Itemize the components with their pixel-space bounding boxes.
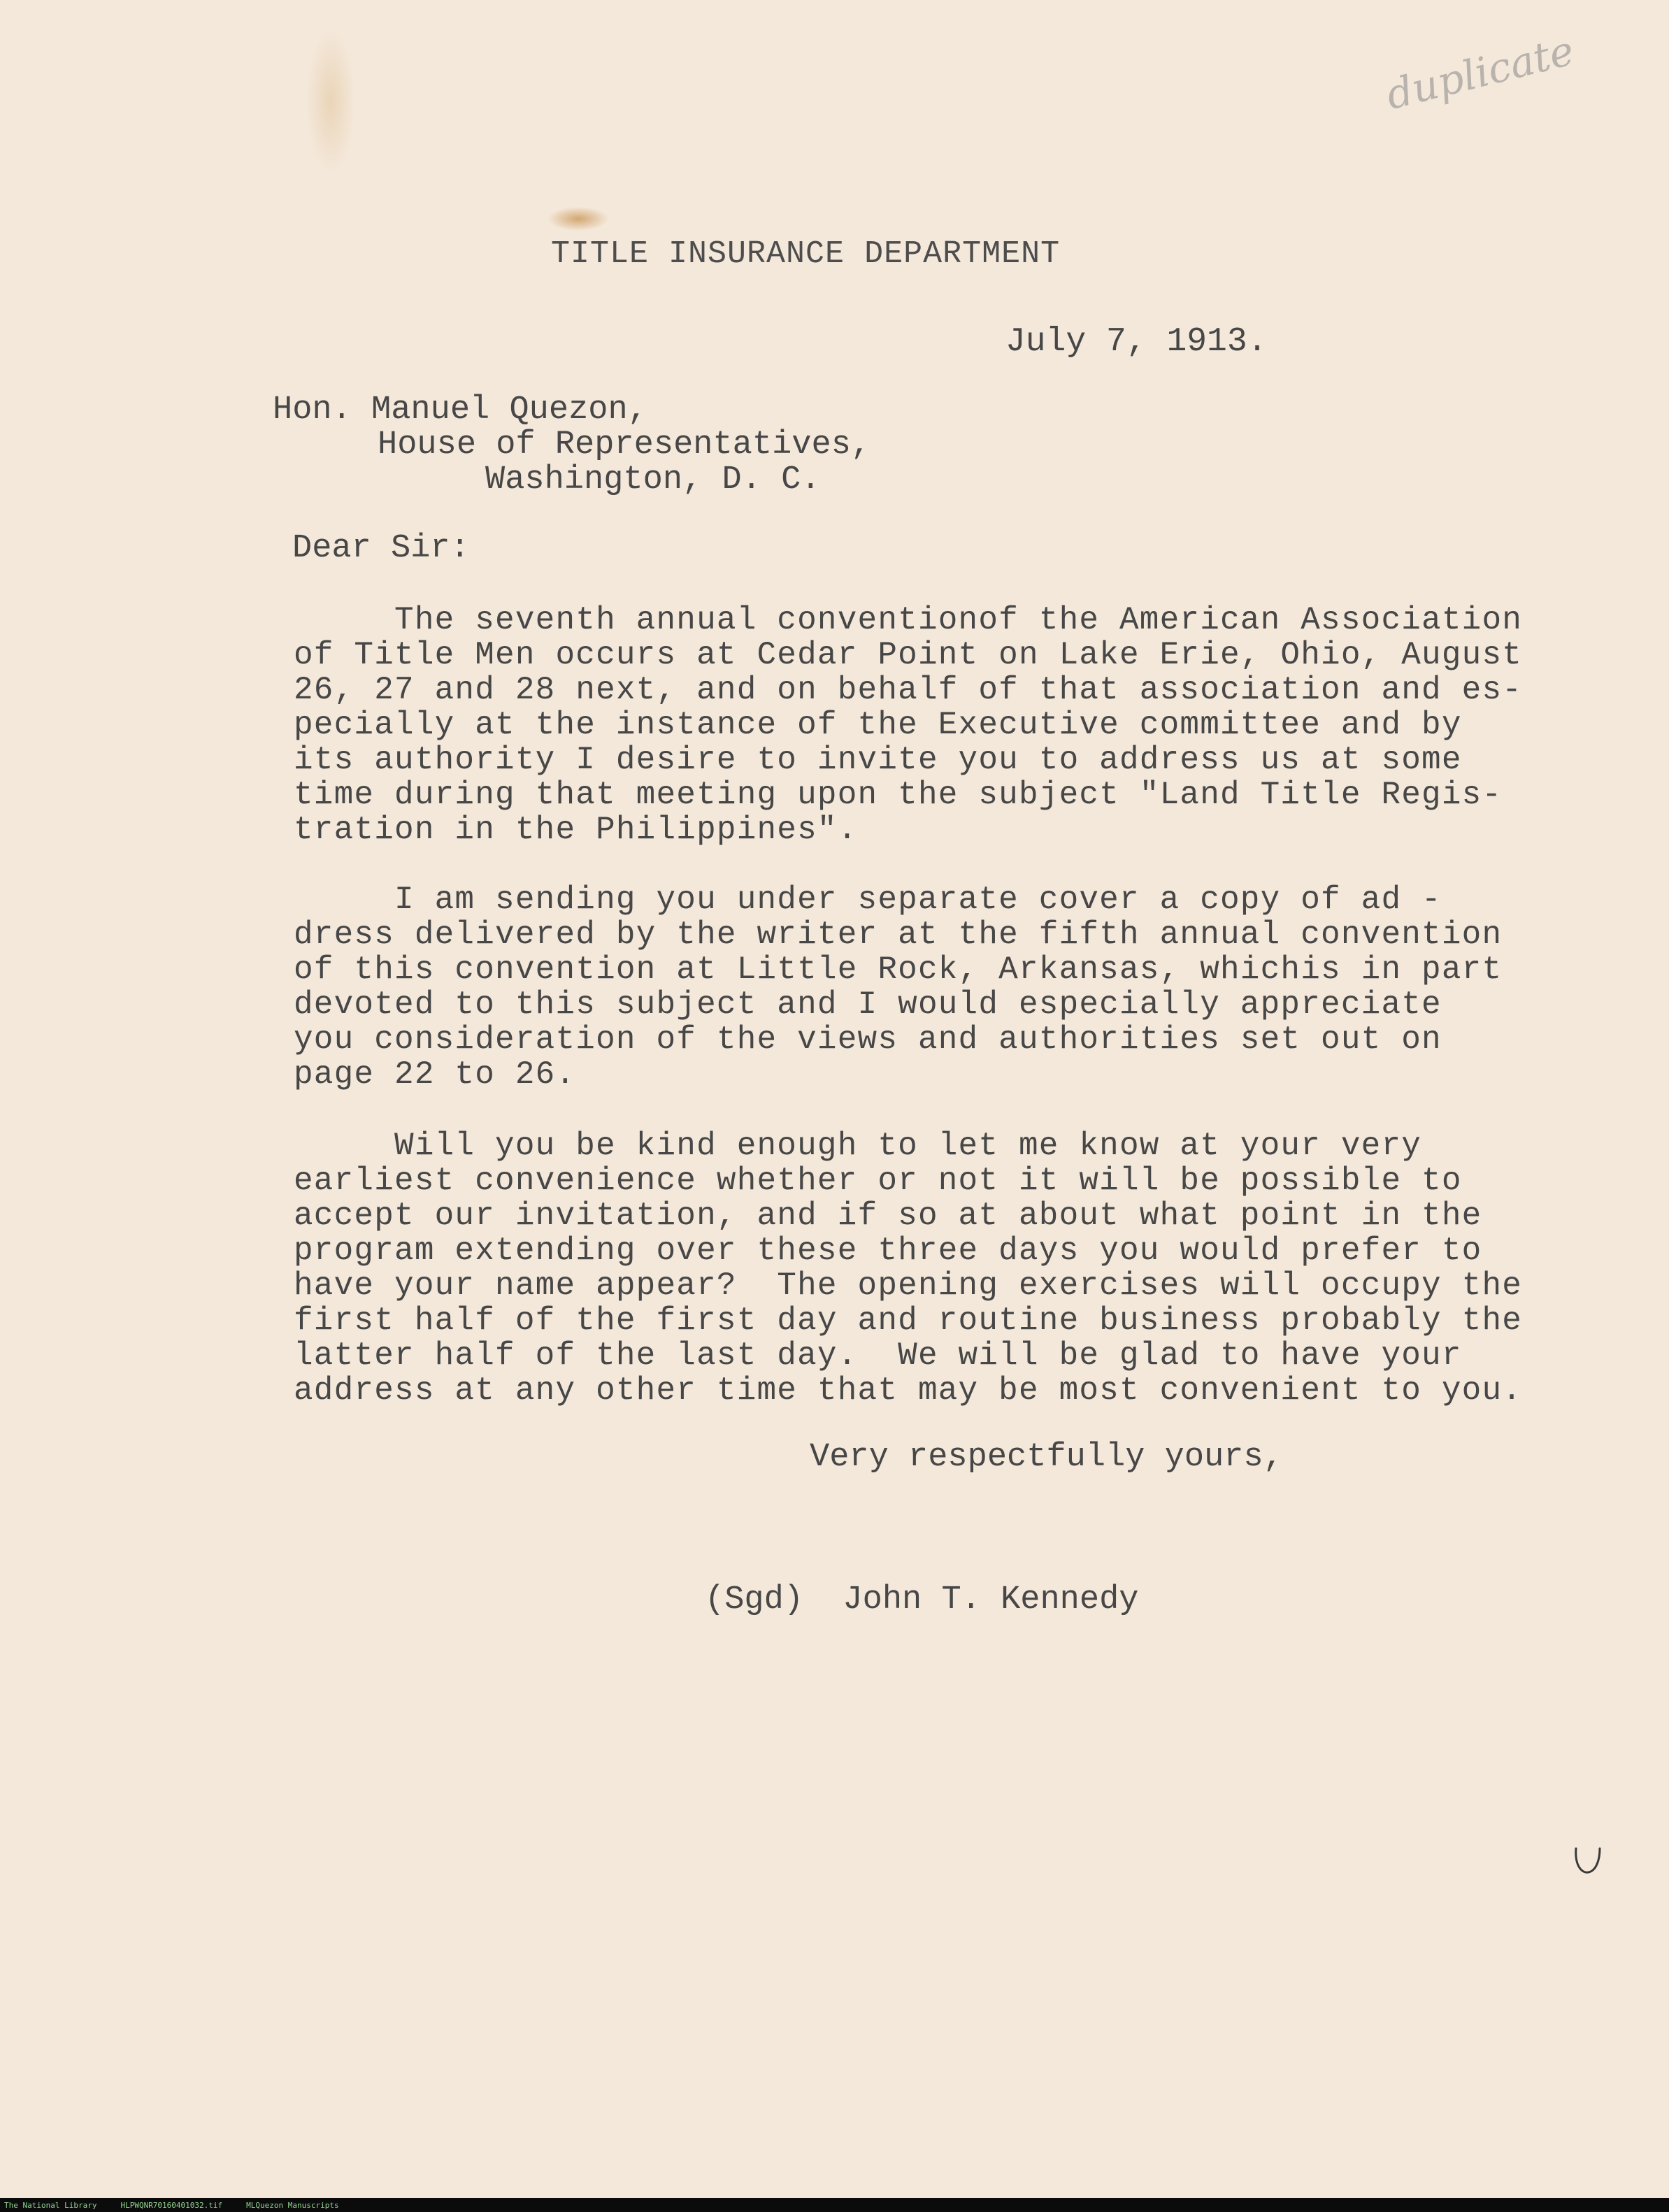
salutation: Dear Sir: [292,530,470,567]
text-line: 26, 27 and 28 next, and on behalf of that association and es- [294,672,1523,708]
text-line: tration in the Philippines". [294,812,858,848]
paper-stain [548,207,608,231]
recipient-organization: House of Representatives, [378,426,871,464]
text-line: address at any other time that may be most convenient to you. [294,1372,1523,1409]
text-line: I am sending you under separate cover a copy of ad - [294,882,1442,918]
closing: Very respectfully yours, [810,1439,1283,1476]
text-line: time during that meeting upon the subject "Land Title Regis- [294,777,1503,813]
text-line: have your name appear? The opening exercises will occupy the [294,1267,1523,1304]
text-line: latter half of the last day. We will be glad to have your [294,1337,1462,1374]
text-line: page 22 to 26. [294,1056,576,1093]
footer-file-id: HLPWQNR70160401032.tif [120,2200,223,2210]
paragraph-3 [294,1128,1622,1408]
text-line: Will you be kind enough to let me know at your very [294,1128,1422,1164]
text-line: accept our invitation, and if so at about what point in the [294,1198,1482,1234]
paragraph-2 [294,882,1622,1092]
pencil-annotation: duplicate [1381,26,1579,120]
text-line: The seventh annual conventionof the American Association [294,602,1523,638]
text-line: of Title Men occurs at Cedar Point on Lake Erie, Ohio, August [294,637,1523,673]
text-line: of this convention at Little Rock, Arkansas, whichis in part [294,951,1503,988]
text-line: devoted to this subject and I would especially appreciate [294,986,1442,1023]
scan-footer [0,2198,1669,2212]
department-heading: TITLE INSURANCE DEPARTMENT [551,236,1061,272]
recipient-name: Hon. Manuel Quezon, [273,392,647,429]
text-line: dress delivered by the writer at the fifth annual convention [294,917,1503,953]
paper-stain [306,28,355,175]
recipient-city: Washington, D. C. [485,461,821,498]
text-line: earliest convenience whether or not it will be possible to [294,1163,1462,1199]
text-line: you consideration of the views and authorities set out on [294,1021,1442,1058]
signature: (Sgd) John T. Kennedy [705,1581,1139,1618]
letter-date: July 7, 1913. [1005,323,1268,361]
footer-collection: MLQuezon Manuscripts [246,2200,339,2210]
text-line: first half of the first day and routine business probably the [294,1302,1523,1339]
pencil-mark-icon [1572,1844,1604,1876]
paragraph-1 [294,603,1622,847]
footer-library: The National Library [4,2200,97,2210]
text-line: program extending over these three days you would prefer to [294,1233,1482,1269]
text-line: its authority I desire to invite you to address us at some [294,742,1462,778]
text-line: pecially at the instance of the Executive committee and by [294,707,1462,743]
